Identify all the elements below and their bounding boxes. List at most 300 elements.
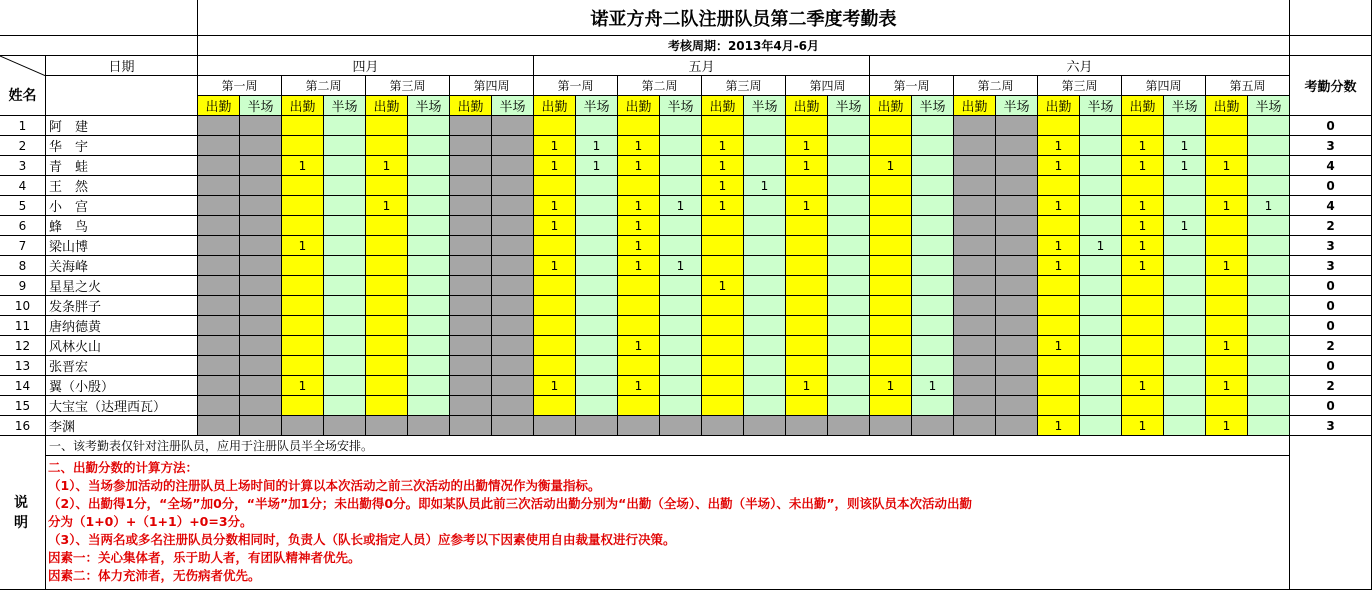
half-cell[interactable] [1164, 276, 1206, 296]
half-cell[interactable] [492, 336, 534, 356]
half-cell[interactable] [324, 376, 366, 396]
half-cell[interactable] [996, 196, 1038, 216]
attend-cell[interactable] [954, 336, 996, 356]
half-cell[interactable] [828, 116, 870, 136]
half-cell[interactable] [1080, 116, 1122, 136]
half-cell[interactable] [828, 336, 870, 356]
attend-cell[interactable] [954, 276, 996, 296]
half-cell[interactable] [408, 316, 450, 336]
attend-cell[interactable]: 1 [1122, 216, 1164, 236]
attend-cell[interactable] [786, 356, 828, 376]
half-cell[interactable]: 1 [1164, 156, 1206, 176]
attend-cell[interactable] [954, 176, 996, 196]
attend-cell[interactable] [366, 336, 408, 356]
half-cell[interactable] [828, 196, 870, 216]
attend-cell[interactable] [786, 236, 828, 256]
half-cell[interactable] [660, 296, 702, 316]
half-cell[interactable] [240, 116, 282, 136]
attend-cell[interactable] [702, 396, 744, 416]
half-cell[interactable] [324, 116, 366, 136]
attend-cell[interactable] [366, 276, 408, 296]
attend-cell[interactable] [870, 116, 912, 136]
half-cell[interactable] [996, 336, 1038, 356]
attend-cell[interactable] [450, 376, 492, 396]
half-cell[interactable] [324, 256, 366, 276]
half-cell[interactable] [240, 196, 282, 216]
attend-cell[interactable] [702, 356, 744, 376]
attend-cell[interactable]: 1 [366, 196, 408, 216]
attend-cell[interactable] [198, 396, 240, 416]
half-cell[interactable] [1164, 236, 1206, 256]
half-cell[interactable] [408, 236, 450, 256]
attend-cell[interactable] [198, 236, 240, 256]
attend-cell[interactable] [954, 256, 996, 276]
attend-cell[interactable] [198, 216, 240, 236]
attend-cell[interactable] [1122, 356, 1164, 376]
half-cell[interactable] [1080, 376, 1122, 396]
half-cell[interactable] [1164, 296, 1206, 316]
attend-cell[interactable] [366, 416, 408, 436]
half-cell[interactable] [1248, 216, 1290, 236]
half-cell[interactable] [1080, 336, 1122, 356]
attend-cell[interactable] [1038, 296, 1080, 316]
half-cell[interactable] [492, 256, 534, 276]
half-cell[interactable] [828, 156, 870, 176]
half-cell[interactable] [1080, 396, 1122, 416]
attend-cell[interactable]: 1 [1206, 416, 1248, 436]
half-cell[interactable] [1164, 416, 1206, 436]
half-cell[interactable] [912, 316, 954, 336]
half-cell[interactable] [996, 136, 1038, 156]
half-cell[interactable] [408, 156, 450, 176]
attend-cell[interactable]: 1 [618, 256, 660, 276]
attend-cell[interactable] [870, 196, 912, 216]
half-cell[interactable] [660, 416, 702, 436]
half-cell[interactable] [492, 196, 534, 216]
attend-cell[interactable]: 1 [618, 376, 660, 396]
attend-cell[interactable] [198, 176, 240, 196]
half-cell[interactable] [1164, 116, 1206, 136]
half-cell[interactable] [408, 376, 450, 396]
attend-cell[interactable] [954, 316, 996, 336]
half-cell[interactable] [492, 136, 534, 156]
attend-cell[interactable] [198, 376, 240, 396]
attend-cell[interactable] [450, 156, 492, 176]
attend-cell[interactable] [1206, 316, 1248, 336]
attend-cell[interactable] [702, 296, 744, 316]
attend-cell[interactable] [954, 116, 996, 136]
attend-cell[interactable] [1038, 396, 1080, 416]
half-cell[interactable] [1248, 156, 1290, 176]
half-cell[interactable] [240, 336, 282, 356]
attend-cell[interactable] [1206, 216, 1248, 236]
attend-cell[interactable] [954, 216, 996, 236]
attend-cell[interactable]: 1 [1122, 256, 1164, 276]
half-cell[interactable]: 1 [576, 136, 618, 156]
attend-cell[interactable] [198, 256, 240, 276]
half-cell[interactable] [912, 276, 954, 296]
half-cell[interactable] [912, 296, 954, 316]
half-cell[interactable]: 1 [576, 156, 618, 176]
attend-cell[interactable] [198, 276, 240, 296]
attend-cell[interactable]: 1 [1122, 136, 1164, 156]
half-cell[interactable] [660, 156, 702, 176]
half-cell[interactable] [1164, 376, 1206, 396]
half-cell[interactable]: 1 [744, 176, 786, 196]
half-cell[interactable] [1164, 336, 1206, 356]
half-cell[interactable] [408, 336, 450, 356]
attend-cell[interactable] [1206, 356, 1248, 376]
half-cell[interactable] [996, 236, 1038, 256]
attend-cell[interactable]: 1 [618, 236, 660, 256]
half-cell[interactable] [912, 136, 954, 156]
attend-cell[interactable]: 1 [534, 196, 576, 216]
half-cell[interactable] [492, 416, 534, 436]
half-cell[interactable] [324, 276, 366, 296]
attend-cell[interactable] [198, 336, 240, 356]
half-cell[interactable] [660, 396, 702, 416]
half-cell[interactable]: 1 [1248, 196, 1290, 216]
half-cell[interactable] [912, 396, 954, 416]
half-cell[interactable] [744, 336, 786, 356]
half-cell[interactable] [408, 216, 450, 236]
attend-cell[interactable] [1038, 356, 1080, 376]
attend-cell[interactable] [534, 176, 576, 196]
half-cell[interactable]: 1 [1164, 216, 1206, 236]
attend-cell[interactable] [1206, 296, 1248, 316]
attend-cell[interactable]: 1 [1122, 236, 1164, 256]
half-cell[interactable] [1248, 376, 1290, 396]
half-cell[interactable] [912, 176, 954, 196]
half-cell[interactable] [660, 236, 702, 256]
half-cell[interactable] [1080, 356, 1122, 376]
half-cell[interactable] [576, 256, 618, 276]
attend-cell[interactable]: 1 [702, 176, 744, 196]
half-cell[interactable] [324, 296, 366, 316]
attend-cell[interactable] [282, 176, 324, 196]
half-cell[interactable] [576, 316, 618, 336]
half-cell[interactable] [828, 176, 870, 196]
attend-cell[interactable]: 1 [702, 156, 744, 176]
half-cell[interactable] [1248, 176, 1290, 196]
attend-cell[interactable] [870, 296, 912, 316]
half-cell[interactable] [324, 136, 366, 156]
attend-cell[interactable]: 1 [1206, 336, 1248, 356]
half-cell[interactable] [996, 176, 1038, 196]
half-cell[interactable] [1248, 296, 1290, 316]
half-cell[interactable] [240, 256, 282, 276]
attend-cell[interactable] [198, 356, 240, 376]
attend-cell[interactable] [786, 296, 828, 316]
half-cell[interactable] [324, 416, 366, 436]
attend-cell[interactable] [786, 176, 828, 196]
half-cell[interactable] [1080, 136, 1122, 156]
half-cell[interactable] [1164, 356, 1206, 376]
attend-cell[interactable] [1206, 236, 1248, 256]
attend-cell[interactable] [282, 396, 324, 416]
attend-cell[interactable] [618, 116, 660, 136]
attend-cell[interactable] [282, 296, 324, 316]
attend-cell[interactable] [1122, 176, 1164, 196]
attend-cell[interactable] [786, 396, 828, 416]
half-cell[interactable] [996, 416, 1038, 436]
half-cell[interactable] [408, 396, 450, 416]
half-cell[interactable] [744, 396, 786, 416]
half-cell[interactable] [744, 236, 786, 256]
attend-cell[interactable] [366, 116, 408, 136]
attend-cell[interactable] [786, 216, 828, 236]
attend-cell[interactable] [534, 316, 576, 336]
attend-cell[interactable] [954, 156, 996, 176]
attend-cell[interactable]: 1 [282, 156, 324, 176]
half-cell[interactable] [408, 416, 450, 436]
half-cell[interactable] [912, 336, 954, 356]
attend-cell[interactable] [534, 276, 576, 296]
attend-cell[interactable] [1038, 376, 1080, 396]
half-cell[interactable] [408, 196, 450, 216]
attend-cell[interactable] [954, 236, 996, 256]
half-cell[interactable] [1080, 196, 1122, 216]
attend-cell[interactable] [1122, 276, 1164, 296]
attend-cell[interactable] [450, 356, 492, 376]
half-cell[interactable] [1248, 116, 1290, 136]
half-cell[interactable] [1080, 216, 1122, 236]
attend-cell[interactable]: 1 [1038, 236, 1080, 256]
half-cell[interactable] [744, 156, 786, 176]
attend-cell[interactable] [282, 116, 324, 136]
attend-cell[interactable]: 1 [870, 376, 912, 396]
attend-cell[interactable]: 1 [870, 156, 912, 176]
half-cell[interactable] [1080, 156, 1122, 176]
half-cell[interactable] [744, 296, 786, 316]
half-cell[interactable]: 1 [912, 376, 954, 396]
attend-cell[interactable]: 1 [1122, 376, 1164, 396]
attend-cell[interactable] [870, 336, 912, 356]
half-cell[interactable] [408, 276, 450, 296]
attend-cell[interactable] [786, 116, 828, 136]
attend-cell[interactable] [786, 316, 828, 336]
half-cell[interactable] [828, 276, 870, 296]
attend-cell[interactable] [198, 296, 240, 316]
half-cell[interactable] [1080, 276, 1122, 296]
half-cell[interactable] [996, 216, 1038, 236]
attend-cell[interactable] [870, 396, 912, 416]
attend-cell[interactable] [1038, 316, 1080, 336]
half-cell[interactable] [996, 116, 1038, 136]
attend-cell[interactable] [954, 196, 996, 216]
attend-cell[interactable] [366, 236, 408, 256]
attend-cell[interactable]: 1 [1038, 156, 1080, 176]
half-cell[interactable] [1164, 176, 1206, 196]
attend-cell[interactable]: 1 [534, 136, 576, 156]
half-cell[interactable] [912, 196, 954, 216]
half-cell[interactable] [660, 336, 702, 356]
attend-cell[interactable] [198, 416, 240, 436]
attend-cell[interactable] [870, 256, 912, 276]
attend-cell[interactable] [618, 416, 660, 436]
half-cell[interactable] [240, 236, 282, 256]
attend-cell[interactable]: 1 [618, 196, 660, 216]
half-cell[interactable] [324, 176, 366, 196]
attend-cell[interactable] [1038, 116, 1080, 136]
half-cell[interactable] [660, 176, 702, 196]
attend-cell[interactable] [1038, 216, 1080, 236]
attend-cell[interactable] [870, 276, 912, 296]
half-cell[interactable] [828, 136, 870, 156]
attend-cell[interactable] [282, 416, 324, 436]
half-cell[interactable] [1248, 336, 1290, 356]
half-cell[interactable] [324, 316, 366, 336]
attend-cell[interactable] [1122, 396, 1164, 416]
half-cell[interactable] [744, 376, 786, 396]
attend-cell[interactable] [1206, 396, 1248, 416]
half-cell[interactable] [576, 336, 618, 356]
attend-cell[interactable] [198, 156, 240, 176]
attend-cell[interactable]: 1 [1122, 196, 1164, 216]
half-cell[interactable] [1248, 316, 1290, 336]
attend-cell[interactable] [954, 396, 996, 416]
attend-cell[interactable]: 1 [618, 216, 660, 236]
attend-cell[interactable] [618, 316, 660, 336]
attend-cell[interactable] [1206, 136, 1248, 156]
half-cell[interactable] [744, 256, 786, 276]
attend-cell[interactable] [1206, 116, 1248, 136]
attend-cell[interactable] [954, 376, 996, 396]
attend-cell[interactable] [450, 216, 492, 236]
half-cell[interactable]: 1 [1164, 136, 1206, 156]
attend-cell[interactable] [1038, 176, 1080, 196]
half-cell[interactable] [240, 216, 282, 236]
attend-cell[interactable]: 1 [534, 156, 576, 176]
half-cell[interactable] [324, 156, 366, 176]
half-cell[interactable] [408, 136, 450, 156]
half-cell[interactable] [1248, 396, 1290, 416]
half-cell[interactable] [828, 216, 870, 236]
half-cell[interactable] [1164, 396, 1206, 416]
half-cell[interactable] [660, 136, 702, 156]
half-cell[interactable] [660, 316, 702, 336]
attend-cell[interactable] [282, 256, 324, 276]
attend-cell[interactable] [786, 416, 828, 436]
half-cell[interactable] [912, 256, 954, 276]
attend-cell[interactable] [702, 236, 744, 256]
attend-cell[interactable]: 1 [702, 136, 744, 156]
half-cell[interactable] [492, 156, 534, 176]
half-cell[interactable] [828, 416, 870, 436]
half-cell[interactable] [1164, 256, 1206, 276]
attend-cell[interactable] [534, 336, 576, 356]
half-cell[interactable] [828, 316, 870, 336]
half-cell[interactable] [996, 396, 1038, 416]
attend-cell[interactable] [618, 176, 660, 196]
half-cell[interactable] [240, 396, 282, 416]
attend-cell[interactable] [870, 176, 912, 196]
attend-cell[interactable] [618, 276, 660, 296]
half-cell[interactable] [324, 356, 366, 376]
half-cell[interactable] [324, 336, 366, 356]
attend-cell[interactable] [366, 176, 408, 196]
attend-cell[interactable]: 1 [618, 336, 660, 356]
attend-cell[interactable] [450, 196, 492, 216]
attend-cell[interactable] [870, 316, 912, 336]
attend-cell[interactable]: 1 [534, 216, 576, 236]
attend-cell[interactable] [198, 316, 240, 336]
attend-cell[interactable] [450, 336, 492, 356]
half-cell[interactable] [576, 376, 618, 396]
half-cell[interactable] [828, 376, 870, 396]
attend-cell[interactable]: 1 [1206, 156, 1248, 176]
attend-cell[interactable] [870, 236, 912, 256]
half-cell[interactable]: 1 [660, 196, 702, 216]
attend-cell[interactable]: 1 [1206, 196, 1248, 216]
half-cell[interactable] [828, 396, 870, 416]
attend-cell[interactable]: 1 [282, 376, 324, 396]
attend-cell[interactable] [534, 356, 576, 376]
half-cell[interactable] [912, 156, 954, 176]
half-cell[interactable] [324, 216, 366, 236]
half-cell[interactable] [408, 296, 450, 316]
attend-cell[interactable] [282, 356, 324, 376]
attend-cell[interactable] [954, 296, 996, 316]
half-cell[interactable] [660, 116, 702, 136]
half-cell[interactable] [1248, 136, 1290, 156]
attend-cell[interactable] [534, 396, 576, 416]
attend-cell[interactable] [450, 116, 492, 136]
half-cell[interactable] [324, 396, 366, 416]
attend-cell[interactable] [618, 396, 660, 416]
half-cell[interactable] [492, 216, 534, 236]
attend-cell[interactable]: 1 [1038, 416, 1080, 436]
attend-cell[interactable]: 1 [1038, 336, 1080, 356]
half-cell[interactable] [576, 356, 618, 376]
half-cell[interactable] [912, 216, 954, 236]
half-cell[interactable] [408, 356, 450, 376]
attend-cell[interactable]: 1 [786, 136, 828, 156]
attend-cell[interactable] [870, 416, 912, 436]
half-cell[interactable] [408, 256, 450, 276]
attend-cell[interactable] [954, 356, 996, 376]
attend-cell[interactable] [534, 296, 576, 316]
attend-cell[interactable] [1122, 296, 1164, 316]
half-cell[interactable] [912, 236, 954, 256]
attend-cell[interactable] [450, 396, 492, 416]
attend-cell[interactable] [450, 176, 492, 196]
half-cell[interactable] [744, 216, 786, 236]
attend-cell[interactable] [702, 216, 744, 236]
half-cell[interactable] [912, 116, 954, 136]
half-cell[interactable] [1080, 176, 1122, 196]
attend-cell[interactable] [450, 316, 492, 336]
half-cell[interactable] [744, 416, 786, 436]
attend-cell[interactable] [282, 336, 324, 356]
attend-cell[interactable]: 1 [702, 196, 744, 216]
attend-cell[interactable] [618, 356, 660, 376]
attend-cell[interactable]: 1 [1038, 136, 1080, 156]
half-cell[interactable] [1080, 416, 1122, 436]
half-cell[interactable] [492, 296, 534, 316]
attend-cell[interactable] [198, 116, 240, 136]
attend-cell[interactable] [1206, 176, 1248, 196]
half-cell[interactable] [492, 316, 534, 336]
half-cell[interactable] [828, 356, 870, 376]
half-cell[interactable] [996, 296, 1038, 316]
attend-cell[interactable] [1206, 276, 1248, 296]
attend-cell[interactable] [450, 416, 492, 436]
attend-cell[interactable]: 1 [534, 376, 576, 396]
half-cell[interactable] [660, 356, 702, 376]
attend-cell[interactable] [870, 356, 912, 376]
half-cell[interactable] [408, 176, 450, 196]
